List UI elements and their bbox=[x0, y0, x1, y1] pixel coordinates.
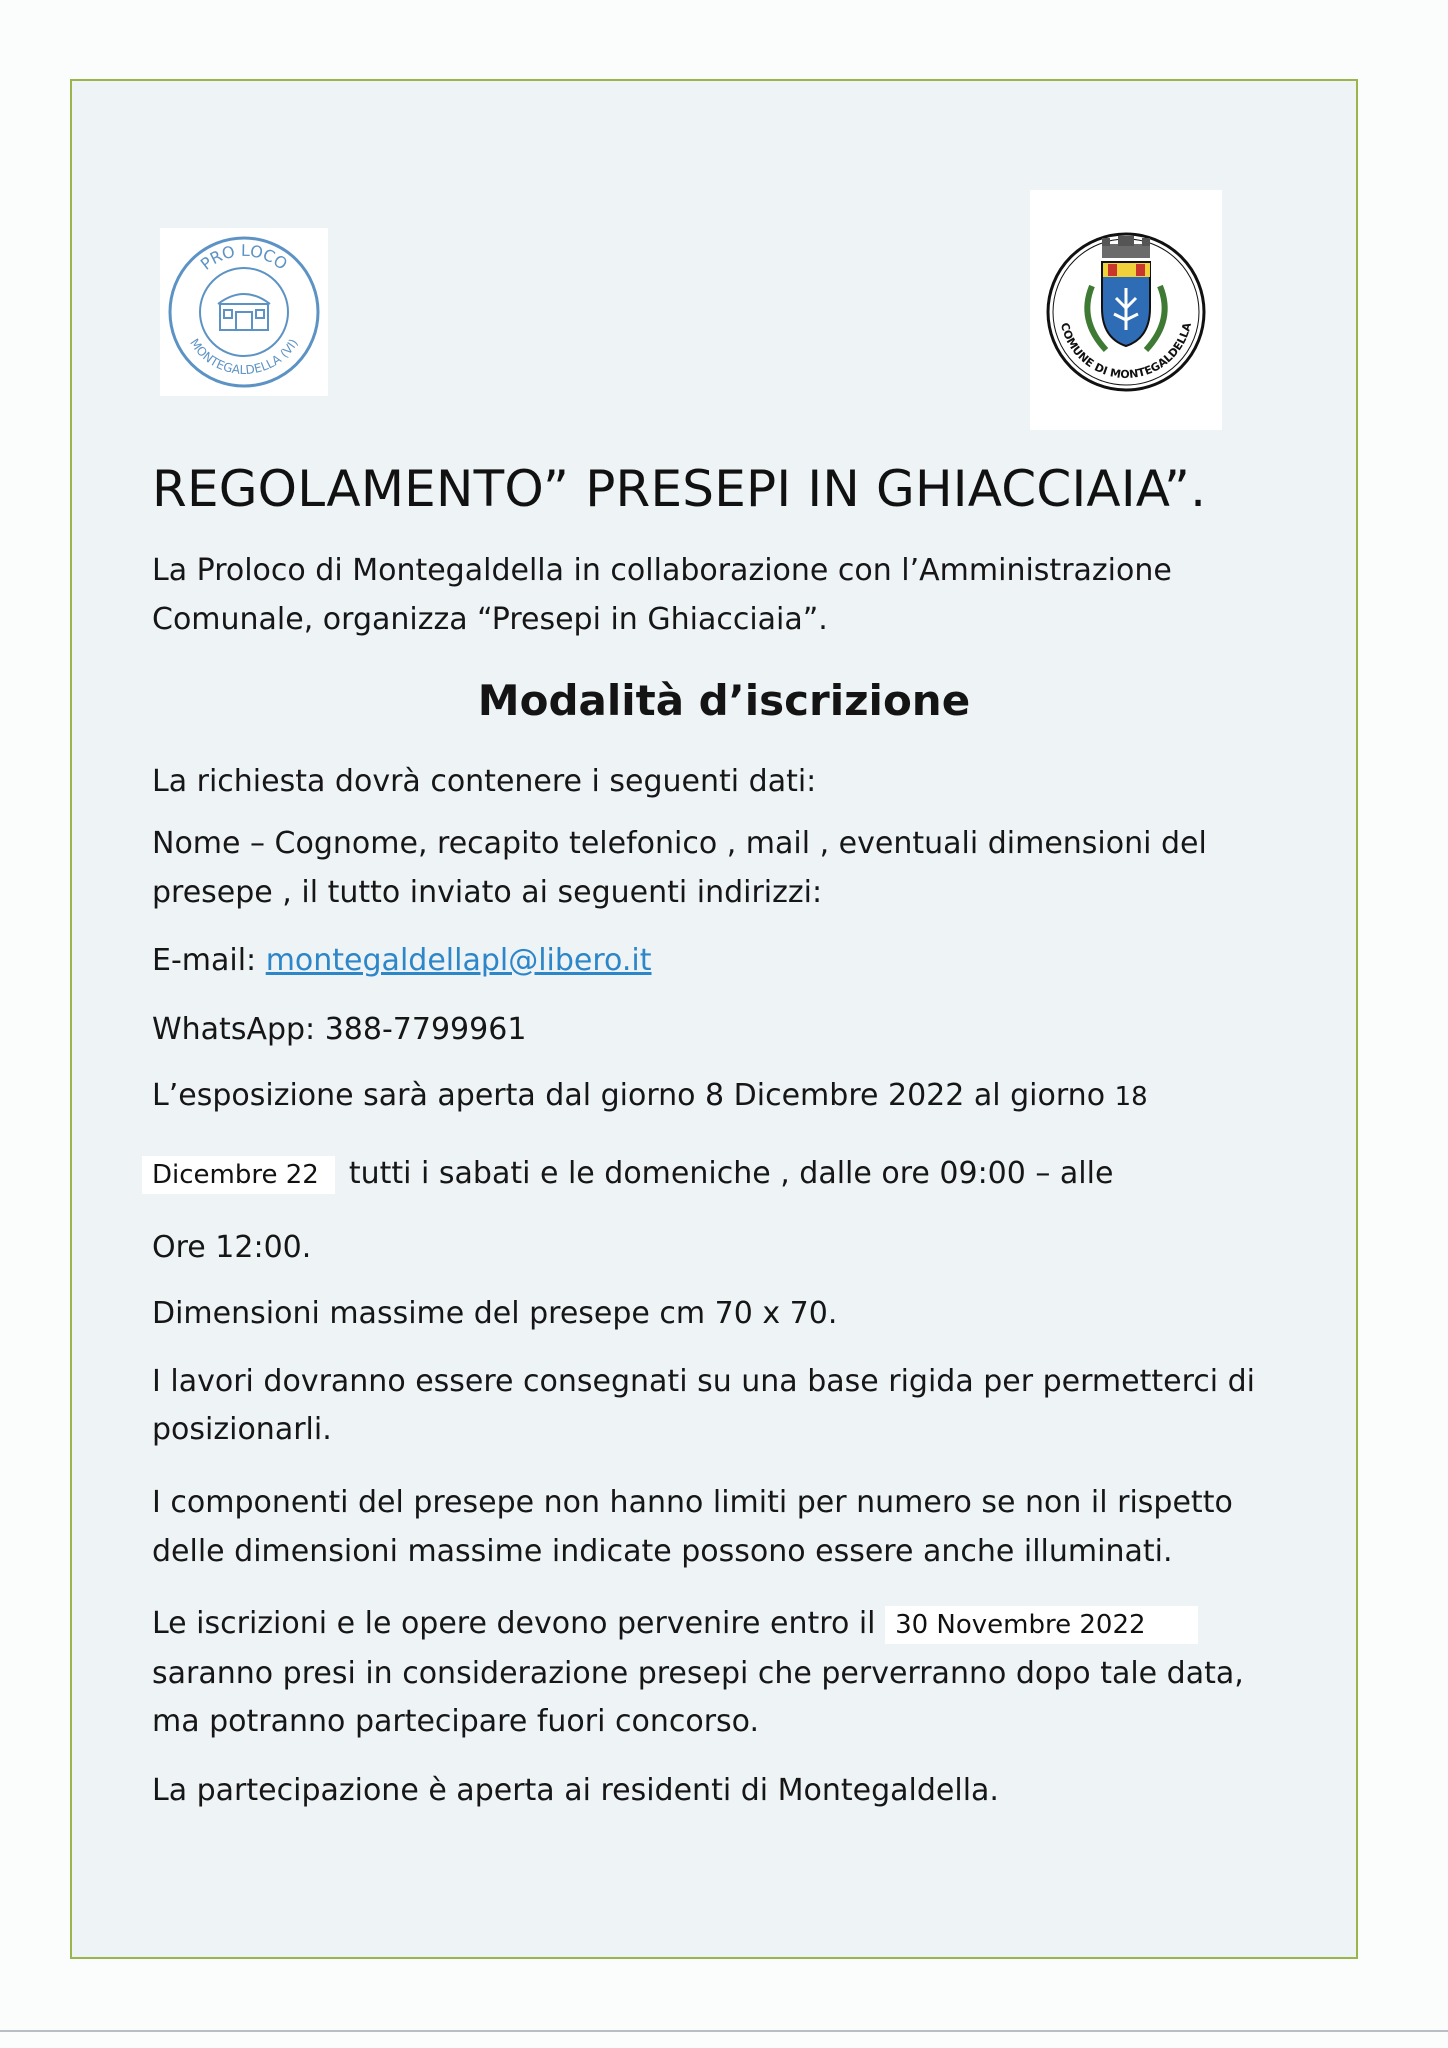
exhibition-line-1 bbox=[152, 1072, 1148, 1121]
components-line-1: I componenti del presepe non hanno limiti per numero se non il rispetto bbox=[152, 1485, 1233, 1520]
email-line bbox=[152, 937, 652, 985]
scan-bottom-edge bbox=[0, 2030, 1448, 2032]
proloco-ring-top-text: PRO LOCO bbox=[196, 240, 291, 274]
deadline-line-1 bbox=[152, 1600, 1198, 1648]
exhibition-days-text: tutti i sabati e le domeniche , dalle ore 09:00 – alle bbox=[348, 1156, 1114, 1191]
crown-icon bbox=[1102, 236, 1150, 258]
building-icon bbox=[218, 294, 270, 330]
comune-coat-of-arms-icon bbox=[1030, 190, 1222, 430]
deadline-line-3: ma potranno partecipare fuori concorso. bbox=[152, 1704, 760, 1739]
deadline-line-2: saranno presi in considerazione presepi che perverranno dopo tale data, bbox=[152, 1656, 1244, 1691]
section-subtitle: Modalità d’iscrizione bbox=[477, 676, 971, 725]
shield-icon bbox=[1102, 262, 1150, 346]
participation-line: La partecipazione è aperta ai residenti di Montegaldella. bbox=[152, 1773, 999, 1808]
exhibition-start-text: L’esposizione sarà aperta dal giorno 8 Dicembre 2022 al giorno bbox=[152, 1078, 1115, 1113]
proloco-seal-icon bbox=[160, 228, 328, 396]
exhibition-line-3: Ore 12:00. bbox=[152, 1230, 312, 1265]
intro-line-2: Comunale, organizza “Presepi in Ghiacciaia”. bbox=[152, 602, 828, 637]
base-line-1: I lavori dovranno essere consegnati su una base rigida per permetterci di bbox=[152, 1364, 1256, 1399]
email-link[interactable]: montegaldellapl@libero.it bbox=[265, 943, 652, 978]
exhibition-end-day: 18 bbox=[1114, 1082, 1148, 1112]
intro-line-1: La Proloco di Montegaldella in collaborazione con l’Amministrazione bbox=[152, 553, 1172, 588]
document-title: REGOLAMENTO” PRESEPI IN GHIACCIAIA”. bbox=[152, 460, 1207, 518]
deadline-stamp: 30 Novembre 2022 bbox=[885, 1606, 1197, 1644]
comune-ring-text: COMUNE DI MONTEGALDELLA bbox=[1058, 321, 1194, 382]
data-line-1: Nome – Cognome, recapito telefonico , mail , eventuali dimensioni del bbox=[152, 826, 1207, 861]
exhibition-end-stamp: Dicembre 22 bbox=[142, 1156, 335, 1194]
base-line-2: posizionarli. bbox=[152, 1412, 332, 1447]
proloco-logo bbox=[160, 228, 328, 396]
whatsapp-line: WhatsApp: 388-7799961 bbox=[152, 1012, 527, 1047]
proloco-ring-bottom-text: MONTEGALDELLA (VI) bbox=[187, 336, 301, 378]
deadline-text: Le iscrizioni e le opere devono pervenire entro il bbox=[152, 1606, 886, 1641]
dimensions-line: Dimensioni massime del presepe cm 70 x 70. bbox=[152, 1296, 838, 1331]
exhibition-line-2 bbox=[142, 1150, 1113, 1198]
email-label: E-mail: bbox=[152, 943, 266, 978]
request-line: La richiesta dovrà contenere i seguenti dati: bbox=[152, 764, 817, 799]
data-line-2: presepe , il tutto inviato ai seguenti indirizzi: bbox=[152, 875, 823, 910]
components-line-2: delle dimensioni massime indicate possono essere anche illuminati. bbox=[152, 1534, 1173, 1569]
comune-logo bbox=[1030, 190, 1222, 430]
